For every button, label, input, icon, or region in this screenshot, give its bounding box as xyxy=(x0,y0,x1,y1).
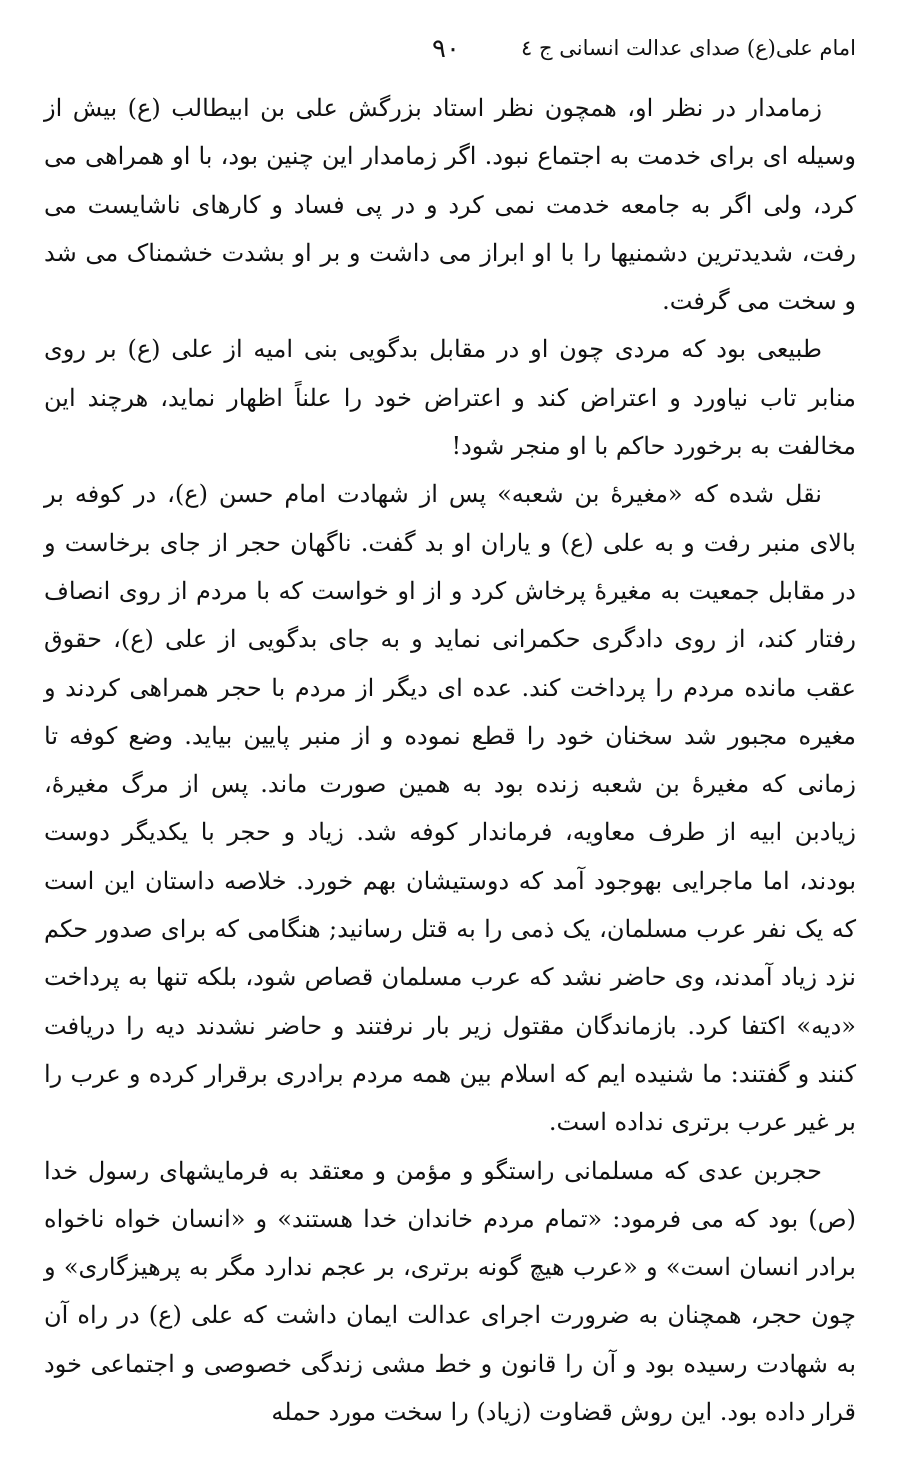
paragraph: زمامدار در نظر او، همچون نظر استاد بزرگش علی بن ابیطالب (ع) بیش از وسیله ای برای خدمت به اجتماع نبود. اگر زمامدار این چنین بود، با او همراهی می کرد، ولی اگر به جامعه خدمت نمی کرد و در پی فساد و کارهای ناشایست می رفت، شدیدترین دشمنیها را با او ابراز می داشت و بر او بشدت خشمناک می شد و سخت می گرفت. xyxy=(44,94,856,316)
page-header xyxy=(44,34,856,70)
paragraph: نقل شده که «مغیرهٔ بن شعبه» پس از شهادت امام حسن (ع)، در کوفه بر بالای منبر رفت و به علی (ع) و یاران او بد گفت. ناگهان حجر از جای برخاست و در مقابل جمعیت به مغیرهٔ پرخاش کرد و از او خواست که با مردم از روی انصاف رفتار کند، از روی دادگری حکمرانی نماید و به جای بدگویی از علی (ع)، حقوق عقب مانده مردم را پرداخت کند. عده ای دیگر از مردم با حجر همراهی کردند و مغیره مجبور شد سخنان خود را قطع نموده و از منبر پایین بیاید. وضع کوفه تا زمانی که مغیرهٔ بن شعبه زنده بود به همین صورت ماند. پس از مرگ مغیرهٔ، زیادبن ابیه از طرف معاویه، فرماندار کوفه شد. زیاد و حجر با یکدیگر دوست بودند، اما ماجرایی بهوجود آمد که دوستیشان بهم خورد. خلاصه داستان این است که یک نفر عرب مسلمان، یک ذمی را به قتل رسانید; هنگامی که برای صدور حکم نزد زیاد آمدند، وی حاضر نشد که عرب مسلمان قصاص شود، بلکه تنها به پرداخت «دیه» اکتفا کرد. بازماندگان مقتول زیر بار نرفتند و حاضر نشدند دیه را دریافت کنند و گفتند: ما شنیده ایم که اسلام بین همه مردم برادری برقرار کرده و عرب را بر غیر عرب برتری نداده است. xyxy=(44,480,856,1137)
running-title: امام علی(ع) صدای عدالت انسانی ج ٤ xyxy=(521,36,856,60)
paragraph: حجربن عدی که مسلمانی راستگو و مؤمن و معتقد به فرمایشهای رسول خدا (ص) بود که می فرمود: «تمام مردم خاندان خدا هستند» و «انسان خواه ناخواه برادر انسان است» و «عرب هیچ گونه برتری، بر عجم ندارد مگر به پرهیزگاری» و چون حجر، همچنان به ضرورت اجرای عدالت ایمان داشت که علی (ع) در راه آن به شهادت رسیده بود و آن را قانون و خط مشی زندگی خصوصی و اجتماعی خود قرار داده بود. این روش قضاوت (زیاد) را سخت مورد حمله xyxy=(44,1156,856,1427)
page-number: ۹۰ xyxy=(432,34,460,64)
page-body xyxy=(44,84,856,1436)
paragraph: طبیعی بود که مردی چون او در مقابل بدگویی بنی امیه از علی (ع) بر روی منابر تاب نیاورد و اعتراض کند و اعتراض خود را علناً اظهار نماید، هرچند این مخالفت به برخورد حاکم با او منجر شود! xyxy=(44,335,856,461)
